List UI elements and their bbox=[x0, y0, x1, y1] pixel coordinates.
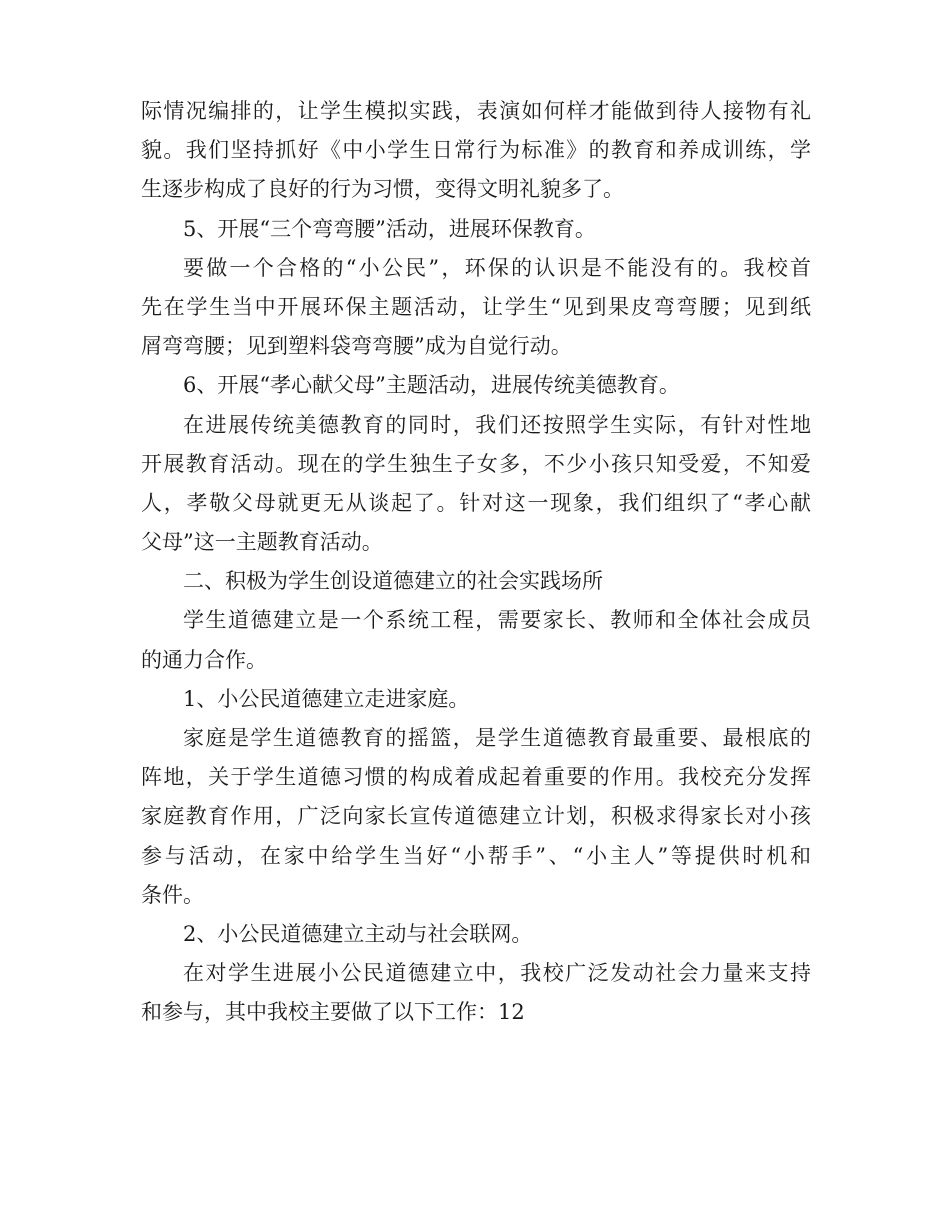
body-text-line: 的通力合作。 bbox=[141, 647, 267, 672]
body-text-line: 生逐步构成了良好的行为习惯，变得文明礼貌多了。 bbox=[141, 177, 624, 202]
body-text-line: 先在学生当中开展环保主题活动，让学生“见到果皮弯弯腰；见到纸 bbox=[141, 294, 811, 319]
section-heading: 5、开展“三个弯弯腰”活动，进展环保教育。 bbox=[183, 216, 596, 241]
body-text-line: 父母”这一主题教育活动。 bbox=[141, 530, 383, 555]
body-text-line: 屑弯弯腰；见到塑料袋弯弯腰”成为自觉行动。 bbox=[141, 334, 572, 359]
body-text-line: 参与活动，在家中给学生当好“小帮手”、“小主人”等提供时机和 bbox=[141, 843, 811, 868]
body-text-line: 和参与，其中我校主要做了以下工作：12 bbox=[141, 1000, 525, 1025]
body-text-line: 要做一个合格的“小公民”，环保的认识是不能没有的。我校首 bbox=[183, 255, 811, 280]
section-heading: 二、积极为学生创设道德建立的社会实践场所 bbox=[183, 569, 603, 594]
body-text-line: 阵地，关于学生道德习惯的构成着成起着重要的作用。我校充分发挥 bbox=[141, 765, 811, 790]
body-text-line: 际情况编排的，让学生模拟实践，表演如何样才能做到待人接物有礼 bbox=[141, 99, 811, 123]
body-text-line: 开展教育活动。现在的学生独生子女多，不少小孩只知受爱，不知爱 bbox=[141, 451, 811, 476]
body-text-line: 貌。我们坚持抓好《中小学生日常行为标准》的教育和养成训练，学 bbox=[141, 138, 811, 163]
document-page bbox=[141, 92, 811, 1033]
body-text-line: 在进展传统美德教育的同时，我们还按照学生实际，有针对性地 bbox=[183, 412, 811, 437]
section-heading: 1、小公民道德建立走进家庭。 bbox=[183, 686, 470, 711]
body-text-line: 人，孝敬父母就更无从谈起了。针对这一现象，我们组织了“孝心献 bbox=[141, 490, 811, 515]
body-text-line: 学生道德建立是一个系统工程，需要家长、教师和全体社会成员 bbox=[183, 608, 811, 633]
section-heading: 6、开展“孝心献父母”主题活动，进展传统美德教育。 bbox=[183, 373, 680, 398]
body-text-line: 在对学生进展小公民道德建立中，我校广泛发动社会力量来支持 bbox=[183, 961, 811, 986]
body-text-line: 家庭是学生道德教育的摇篮，是学生道德教育最重要、最根底的 bbox=[183, 726, 811, 750]
body-text-line: 条件。 bbox=[141, 882, 204, 907]
body-text-line: 家庭教育作用，广泛向家长宣传道德建立计划，积极求得家长对小孩 bbox=[141, 804, 811, 829]
section-heading: 2、小公民道德建立主动与社会联网。 bbox=[183, 921, 533, 946]
